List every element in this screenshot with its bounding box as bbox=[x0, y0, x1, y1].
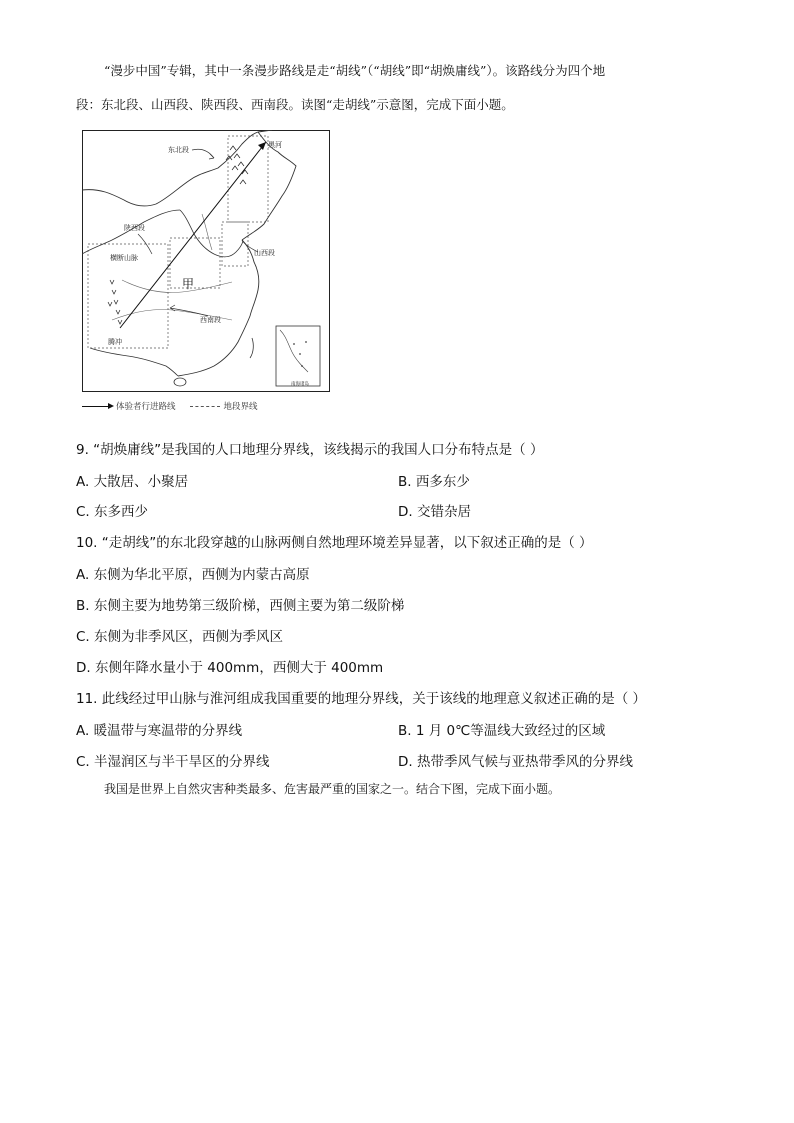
label-southwest: 西南段 bbox=[200, 316, 221, 324]
label-inset: 南海诸岛 bbox=[291, 382, 309, 387]
question-11-stem: 11. 此线经过甲山脉与淮河组成我国重要的地理分界线，关于该线的地理意义叙述正确的是（ ） bbox=[76, 691, 647, 707]
intro-line-1: “漫步中国”专辑，其中一条漫步路线是走“胡线”（“胡线”即“胡焕庸线”）。该路线分为四个地 bbox=[104, 63, 606, 78]
q11-option-d[interactable]: D. 热带季风气候与亚热带季风的分界线 bbox=[398, 754, 633, 770]
china-hu-line-map bbox=[82, 130, 330, 392]
label-shaanxi: 陕西段 bbox=[124, 224, 145, 232]
q11-option-b[interactable]: B. 1 月 0℃等温线大致经过的区域 bbox=[398, 723, 606, 739]
label-northeast: 东北段 bbox=[168, 146, 189, 154]
legend-route: 体验者行进路线 bbox=[116, 402, 176, 412]
q10-option-b[interactable]: B. 东侧主要为地势第三级阶梯，西侧主要为第二级阶梯 bbox=[76, 598, 405, 614]
q10-option-a[interactable]: A. 东侧为华北平原，西侧为内蒙古高原 bbox=[76, 567, 310, 583]
q9-option-a[interactable]: A. 大散居、小聚居 bbox=[76, 474, 189, 490]
intro-paragraph bbox=[76, 62, 726, 113]
intro-line-2: 段：东北段、山西段、陕西段、西南段。读图“走胡线”示意图，完成下面小题。 bbox=[76, 97, 514, 112]
label-tengchong: 腾冲 bbox=[108, 338, 122, 346]
label-jia: 甲 bbox=[182, 277, 195, 291]
arrow-icon bbox=[82, 406, 112, 407]
label-hengduan: 横断山脉 bbox=[110, 254, 138, 262]
q9-option-d[interactable]: D. 交错杂居 bbox=[398, 504, 471, 520]
question-10-stem: 10. “走胡线”的东北段穿越的山脉两侧自然地理环境差异显著，以下叙述正确的是（ ） bbox=[76, 535, 593, 551]
q9-option-c[interactable]: C. 东多西少 bbox=[76, 504, 149, 520]
q10-option-c[interactable]: C. 东侧为非季风区，西侧为季风区 bbox=[76, 629, 284, 645]
intro-paragraph-2: 我国是世界上自然灾害种类最多、危害最严重的国家之一。结合下图，完成下面小题。 bbox=[104, 782, 561, 796]
question-9-stem: 9. “胡焕庸线”是我国的人口地理分界线，该线揭示的我国人口分布特点是（ ） bbox=[76, 442, 544, 458]
legend-boundary: 地段界线 bbox=[223, 402, 258, 412]
q9-option-b[interactable]: B. 西多东少 bbox=[398, 474, 470, 490]
map-legend bbox=[82, 400, 258, 412]
label-shanxi: 山西段 bbox=[254, 249, 275, 257]
label-heihe: 黑河 bbox=[268, 141, 282, 149]
q11-option-a[interactable]: A. 暖温带与寒温带的分界线 bbox=[76, 723, 243, 739]
q11-option-c[interactable]: C. 半湿润区与半干旱区的分界线 bbox=[76, 754, 270, 770]
dashed-line-icon bbox=[190, 406, 220, 407]
q10-option-d[interactable]: D. 东侧年降水量小于 400mm，西侧大于 400mm bbox=[76, 660, 384, 676]
